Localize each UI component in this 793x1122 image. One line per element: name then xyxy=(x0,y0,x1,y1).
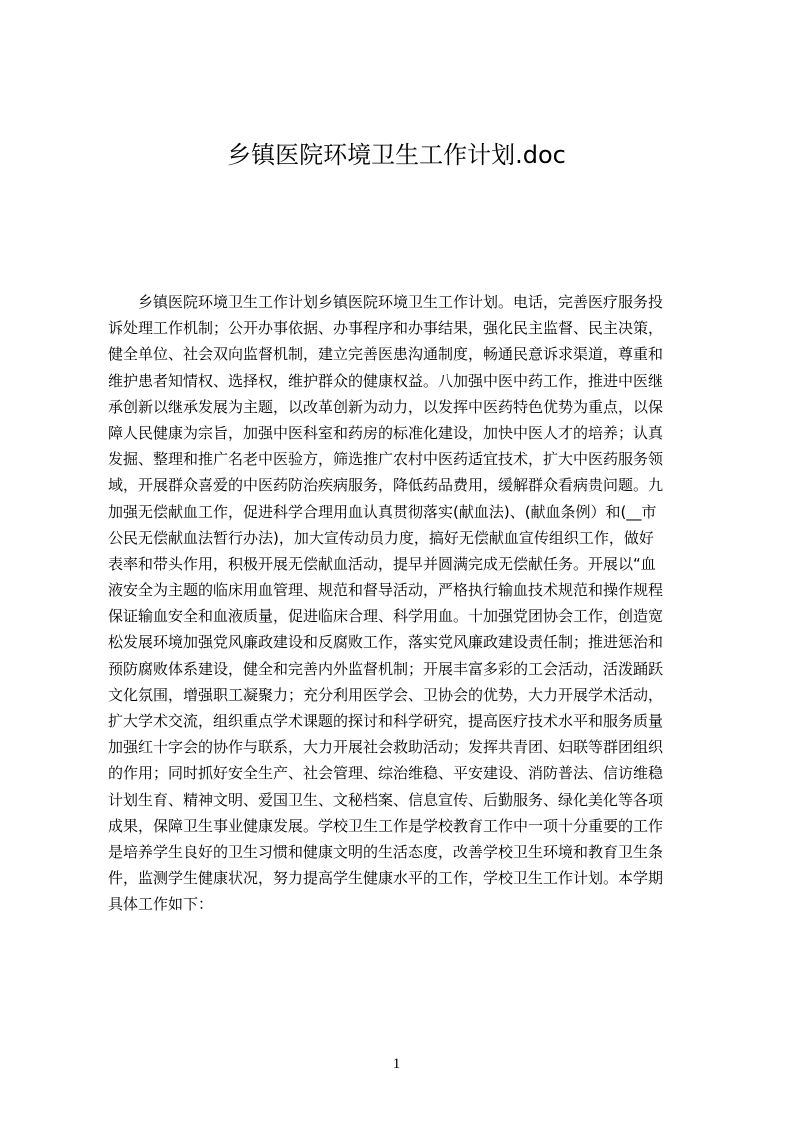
body-line: 健全单位、社会双向监督机制，建立完善医患沟通制度，畅通民意诉求渠道，尊重和 xyxy=(108,345,664,364)
body-line: 文化氛围，增强职工凝聚力；充分利用医学会、卫协会的优势，大力开展学术活动， xyxy=(108,685,664,704)
body-line: 件，监测学生健康状况，努力提高学生健康水平的工作，学校卫生工作计划。本学期 xyxy=(108,869,664,888)
body-line: 的作用；同时抓好安全生产、社会管理、综治维稳、平安建设、消防普法、信访维稳 xyxy=(108,764,664,783)
body-line: 发掘、整理和推广名老中医验方，筛选推广农村中医药适宜技术，扩大中医药服务领 xyxy=(108,450,664,469)
body-line: 公民无偿献血法暂行办法)，加大宣传动员力度，搞好无偿献血宣传组织工作，做好 xyxy=(108,528,654,547)
body-line: 是培养学生良好的卫生习惯和健康文明的生活态度，改善学校卫生环境和教育卫生条 xyxy=(108,842,664,861)
document-title: 乡镇医院环境卫生工作计划.doc xyxy=(227,141,566,169)
body-line: 域，开展群众喜爱的中医药防治疾病服务，降低药品费用，缓解群众看病贵问题。九 xyxy=(108,476,664,495)
page-number: 1 xyxy=(392,1056,401,1072)
body-line: 表率和带头作用，积极开展无偿献血活动，提早并圆满完成无偿献任务。开展以“血 xyxy=(108,554,656,573)
body-paragraph xyxy=(108,289,700,918)
body-line: 预防腐败体系建设，健全和完善内外监督机制；开展丰富多彩的工会活动，活泼踊跃 xyxy=(108,659,664,678)
body-line: 加强红十字会的协作与联系，大力开展社会救助活动；发挥共青团、妇联等群团组织 xyxy=(108,738,664,757)
body-line: 成果，保障卫生事业健康发展。学校卫生工作是学校教育工作中一项十分重要的工作 xyxy=(108,816,664,835)
body-line: 乡镇医院环境卫生工作计划乡镇医院环境卫生工作计划。电话，完善医疗服务投 xyxy=(108,293,664,311)
body-line: 松发展环境加强党风廉政建设和反腐败工作，落实党风廉政建设责任制；推进惩治和 xyxy=(108,633,664,652)
body-line: 液安全为主题的临床用血管理、规范和督导活动，严格执行输血技术规范和操作规程 xyxy=(108,581,664,600)
body-line: 障人民健康为宗旨，加强中医科室和药房的标准化建设，加快中医人才的培养；认真 xyxy=(108,423,664,442)
body-line: 承创新以继承发展为主题，以改革创新为动力，以发挥中医药特色优势为重点，以保 xyxy=(108,397,664,416)
body-line: 扩大学术交流，组织重点学术课题的探讨和科学研究，提高医疗技术水平和服务质量 xyxy=(108,712,664,730)
body-line: 维护患者知情权、选择权，维护群众的健康权益。八加强中医中药工作，推进中医继 xyxy=(108,371,664,390)
body-line: 加强无偿献血工作，促进科学合理用血认真贯彻落实(献血法)、(献血条例）和(__市 xyxy=(108,502,657,521)
body-line: 保证输血安全和血液质量，促进临床合理、科学用血。十加强党团协会工作，创造宽 xyxy=(108,607,664,626)
body-line: 具体工作如下： xyxy=(108,895,214,914)
body-line: 诉处理工作机制；公开办事依据、办事程序和办事结果，强化民主监督、民主决策， xyxy=(108,319,664,338)
body-line: 计划生育、精神文明、爱国卫生、文秘档案、信息宣传、后勤服务、绿化美化等各项 xyxy=(108,790,664,809)
